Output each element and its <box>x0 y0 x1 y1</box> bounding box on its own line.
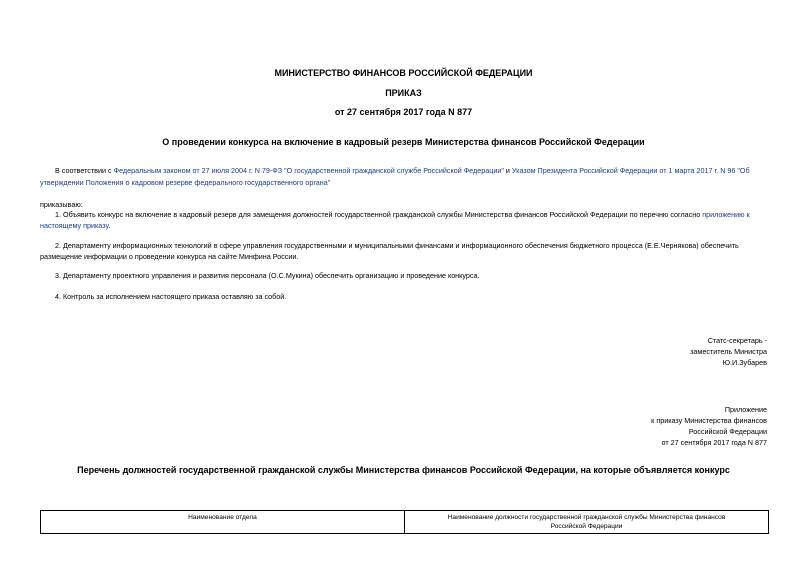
table-header-position-line-1: Наименование должности государственной гражданской службы Министерства финансов <box>447 514 726 521</box>
item-1-end: . <box>108 221 111 230</box>
appendix-date: от 27 сентября 2017 года N 877 <box>661 438 767 447</box>
preamble-text-1: В соответствии с <box>55 166 114 175</box>
table-header-position-line-2: Российской Федерации <box>550 523 623 530</box>
signature-position-2: заместитель Министра <box>690 347 767 356</box>
signature-position-1: Статс-секретарь - <box>707 336 767 345</box>
signature-name: Ю.И.Зубарев <box>722 358 767 367</box>
federal-law-link[interactable]: Федеральным законом от 27 июля 2004 г. N 79-ФЗ "О государственной гражданской службе Российской Федерации" <box>113 166 504 175</box>
table-header-row <box>41 511 769 534</box>
preamble-line-2 <box>40 177 330 189</box>
appendix-ref-2: Российской Федерации <box>688 427 767 436</box>
appendix-label: Приложение <box>724 405 767 414</box>
appendix-link-cont[interactable]: настоящему приказу <box>40 221 109 230</box>
item-3: 3. Департаменту проектного управления и развития персонала (О.С.Мукина) обеспечить организацию и проведение конкурса. <box>55 271 480 280</box>
order-title: О проведении конкурса на включение в кадровый резерв Министерства финансов Российской Федерации <box>162 137 645 147</box>
appendix-ref: к приказу Министерства финансов <box>651 416 767 425</box>
item-1-text: 1. Объявить конкурс на включение в кадровый резерв для замещения должностей государственной гражданской службы Министерства финансов Российской Федерации по перечню согласно <box>55 210 701 219</box>
item-1-line-1 <box>55 209 785 221</box>
item-2-line-1: 2. Департаменту информационных технологий в сфере управления государственными и муниципальными финансами и информационного обеспечения бюджетного процесса (Е.Е.Чернякова) обеспечить <box>55 241 739 250</box>
order-word: приказываю: <box>40 200 83 209</box>
date-number: от 27 сентября 2017 года N 877 <box>334 107 473 117</box>
table-header-position <box>405 511 769 534</box>
doc-type-heading: ПРИКАЗ <box>385 88 422 98</box>
appendix-title: Перечень должностей государственной гражданской службы Министерства финансов Российской Федерации, на которые объявляется конкурс <box>77 465 730 475</box>
item-2-line-2: размещение информации о проведении конкурса на сайте Минфина России. <box>40 252 299 261</box>
positions-table <box>40 510 769 534</box>
preamble-text-2: и <box>503 166 512 175</box>
appendix-block <box>651 404 767 448</box>
preamble-line-1 <box>55 165 775 177</box>
table-header-department: Наименование отдела <box>41 511 405 534</box>
signature-block <box>690 335 767 368</box>
ministry-heading: МИНИСТЕРСТВО ФИНАНСОВ РОССИЙСКОЙ ФЕДЕРАЦИИ <box>274 68 533 78</box>
appendix-link[interactable]: приложению к <box>702 210 750 219</box>
item-1-line-2 <box>40 220 110 232</box>
item-4: 4. Контроль за исполнением настоящего приказа оставляю за собой. <box>55 292 287 301</box>
presidential-decree-link[interactable]: Указом Президента Российской Федерации от 1 марта 2017 г. N 96 "Об <box>511 166 750 175</box>
presidential-decree-link-cont[interactable]: утверждении Положения о кадровом резерве федерального государственного органа" <box>40 178 331 187</box>
